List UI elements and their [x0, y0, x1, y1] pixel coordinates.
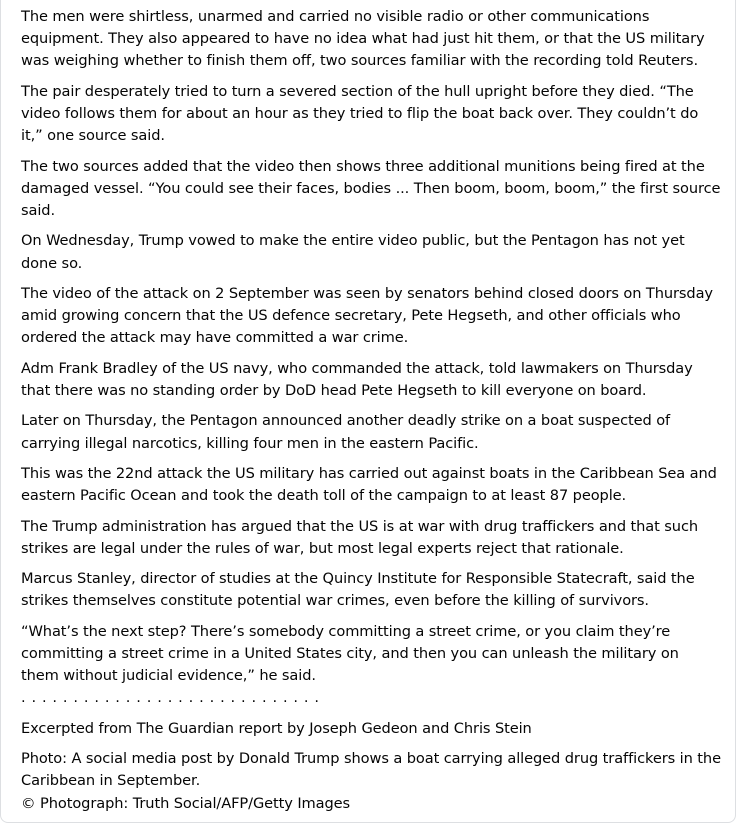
paragraph-11: “What’s the next step? There’s somebody committing a street crime, or you claim they’re committing a street crime in a United States city, and then you can unleash the military on them without judicial evidence,” he said.	[21, 622, 679, 685]
paragraph-6: Adm Frank Bradley of the US navy, who commanded the attack, told lawmakers on Thursday that there was no standing order by DoD head Pete Hegseth to kill everyone on board.	[21, 359, 693, 399]
photo-credit: © Photograph: Truth Social/AFP/Getty Images	[21, 794, 351, 812]
paragraph-1: The men were shirtless, unarmed and carried no visible radio or other communications equipment. They also appeared to have no idea what had just hit them, or that the US military was weighing whether to finish them off, two sources familiar with the recording told Reuters.	[21, 8, 705, 70]
paragraph-10: Marcus Stanley, director of studies at the Quincy Institute for Responsible Statecraft, said the strikes themselves constitute potential war crimes, even before the killing of survivors.	[21, 570, 695, 610]
paragraph-9: The Trump administration has argued that the US is at war with drug traffickers and that such strikes are legal under the rules of war, but most legal experts reject that rationale.	[21, 517, 699, 557]
paragraph-4: On Wednesday, Trump vowed to make the entire video public, but the Pentagon has not yet done so.	[21, 232, 685, 272]
excerpt-credit: Excerpted from The Guardian report by Joseph Gedeon and Chris Stein	[21, 719, 532, 737]
separator-dots: . . . . . . . . . . . . . . . . . . . . . . . . . . . . .	[21, 689, 320, 707]
paragraph-8: This was the 22nd attack the US military has carried out against boats in the Caribbean Sea and eastern Pacific Ocean and took the death toll of the campaign to at least 87 people.	[21, 464, 717, 505]
photo-caption: Photo: A social media post by Donald Trump shows a boat carrying alleged drug traffickers in the Caribbean in September.	[21, 750, 721, 790]
paragraph-7: Later on Thursday, the Pentagon announced another deadly strike on a boat suspected of carrying illegal narcotics, killing four men in the eastern Pacific.	[21, 412, 671, 452]
paragraph-2: The pair desperately tried to turn a severed section of the hull upright before they died. “The video follows them for about an hour as they tried to flip the boat back over. They couldn’t do it,” one source said.	[21, 82, 699, 145]
post-body	[21, 6, 721, 815]
paragraph-5: The video of the attack on 2 September was seen by senators behind closed doors on Thursday amid growing concern that the US defence secretary, Pete Hegseth, and other officials who ordered the attack may have committed a war crime.	[21, 284, 713, 347]
paragraph-3: The two sources added that the video then shows three additional munitions being fired at the damaged vessel. “You could see their faces, bodies ... Then boom, boom, boom,” the first source said.	[21, 157, 721, 219]
